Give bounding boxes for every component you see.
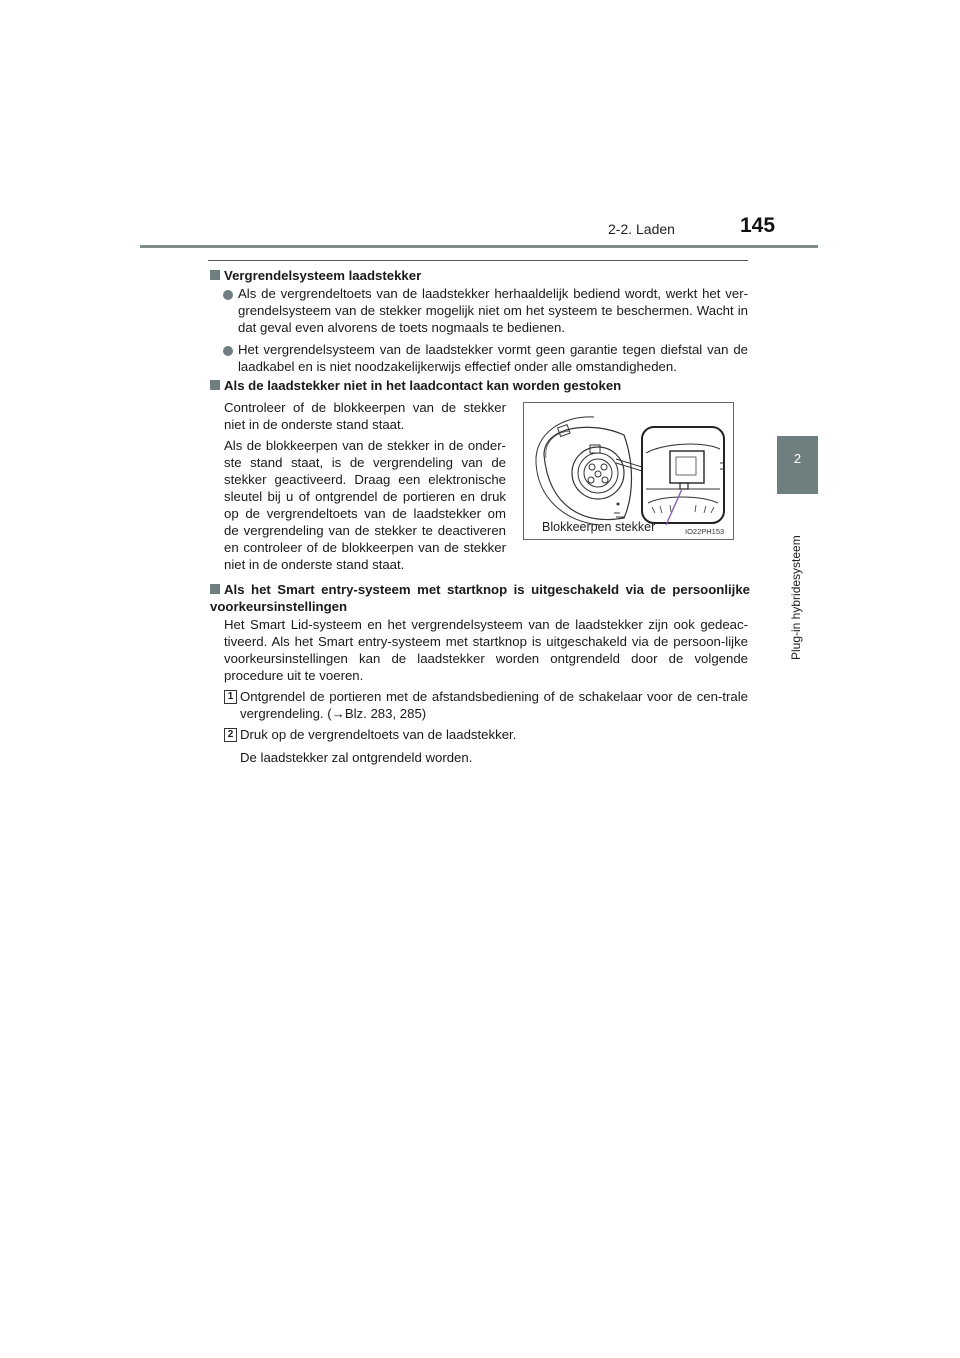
square-bullet-icon — [210, 270, 220, 280]
step-text: Druk op de vergrendeltoets van de laadstekker. — [240, 727, 517, 742]
section-heading-lock-system — [210, 267, 750, 284]
round-bullet-icon — [223, 290, 233, 300]
chapter-tab-number: 2 — [793, 451, 802, 466]
chapter-tab-label-area — [777, 502, 818, 660]
charging-port-figure — [523, 402, 734, 540]
step-text: Ontgrendel de portieren met de afstandsbediening of de schakelaar voor de cen-trale vergrendeling. (→Blz. 283, 285) — [240, 689, 748, 721]
step-number-box: 2 — [224, 728, 237, 742]
section-title: Vergrendelsysteem laadstekker — [224, 268, 422, 283]
section-breadcrumb: 2-2. Laden — [608, 221, 675, 237]
figure-code: IO22PH153 — [685, 527, 725, 536]
section-heading-plug-not-insert — [210, 377, 750, 394]
section-heading-smart-entry-off — [210, 581, 750, 615]
chapter-tab-title: Plug-in hybridesysteem — [789, 535, 803, 660]
bullet-text: Als de vergrendeltoets van de laadstekker herhaaldelijk bediend wordt, werkt het ver-grendelsysteem van de stekker mogelijk niet om het systeem te beschermen. Wacht in dat geval even alvorens de toets nogmaals te bedienen. — [238, 286, 748, 335]
round-bullet-icon — [223, 346, 233, 356]
header-rule — [140, 245, 818, 248]
section-title: Als de laadstekker niet in het laadcontact kan worden gestoken — [224, 378, 622, 393]
step-note: De laadstekker zal ontgrendeld worden. — [240, 750, 473, 765]
bullet-text: Het vergrendelsysteem van de laadstekker vormt geen garantie tegen diefstal van de laadkabel en is niet noodzakelijkerwijs effectief onder alle omstandigheden. — [238, 342, 748, 374]
paragraph: Het Smart Lid-systeem en het vergrendelsysteem van de laadstekker zijn ook gedeac-tiveerd. Als het Smart entry-systeem met startknop is uitgeschakeld via de persoon-lijke voorkeursinstellingen kan de laadstekker worden ontgrendeld door de volgende procedure uit te voeren. — [224, 617, 748, 683]
section-title: Als het Smart entry-systeem met startknop is uitgeschakeld via de persoonlijke voorkeursinstellingen — [210, 582, 750, 614]
page-number: 145 — [740, 214, 776, 237]
square-bullet-icon — [210, 584, 220, 594]
step-number-box: 1 — [224, 690, 237, 704]
paragraph: Als de blokkeerpen van de stekker in de onder-ste stand staat, is de vergrendeling van de stekker geactiveerd. Draag een elektronische sleutel bij u of ontgrendel de portieren en druk op de vergrendeltoets van de laadstekker om de vergrendeling van de stekker te deactiveren en controleer of de blokkeerpen van de stekker niet in de onderste stand staat. — [224, 438, 506, 572]
content-top-rule — [208, 260, 748, 261]
square-bullet-icon — [210, 380, 220, 390]
charging-port-illustration — [524, 403, 733, 539]
figure-caption: Blokkeerpen stekker — [542, 520, 656, 534]
paragraph: Controleer of de blokkeerpen van de stekker niet in de onderste stand staat. — [224, 400, 506, 432]
